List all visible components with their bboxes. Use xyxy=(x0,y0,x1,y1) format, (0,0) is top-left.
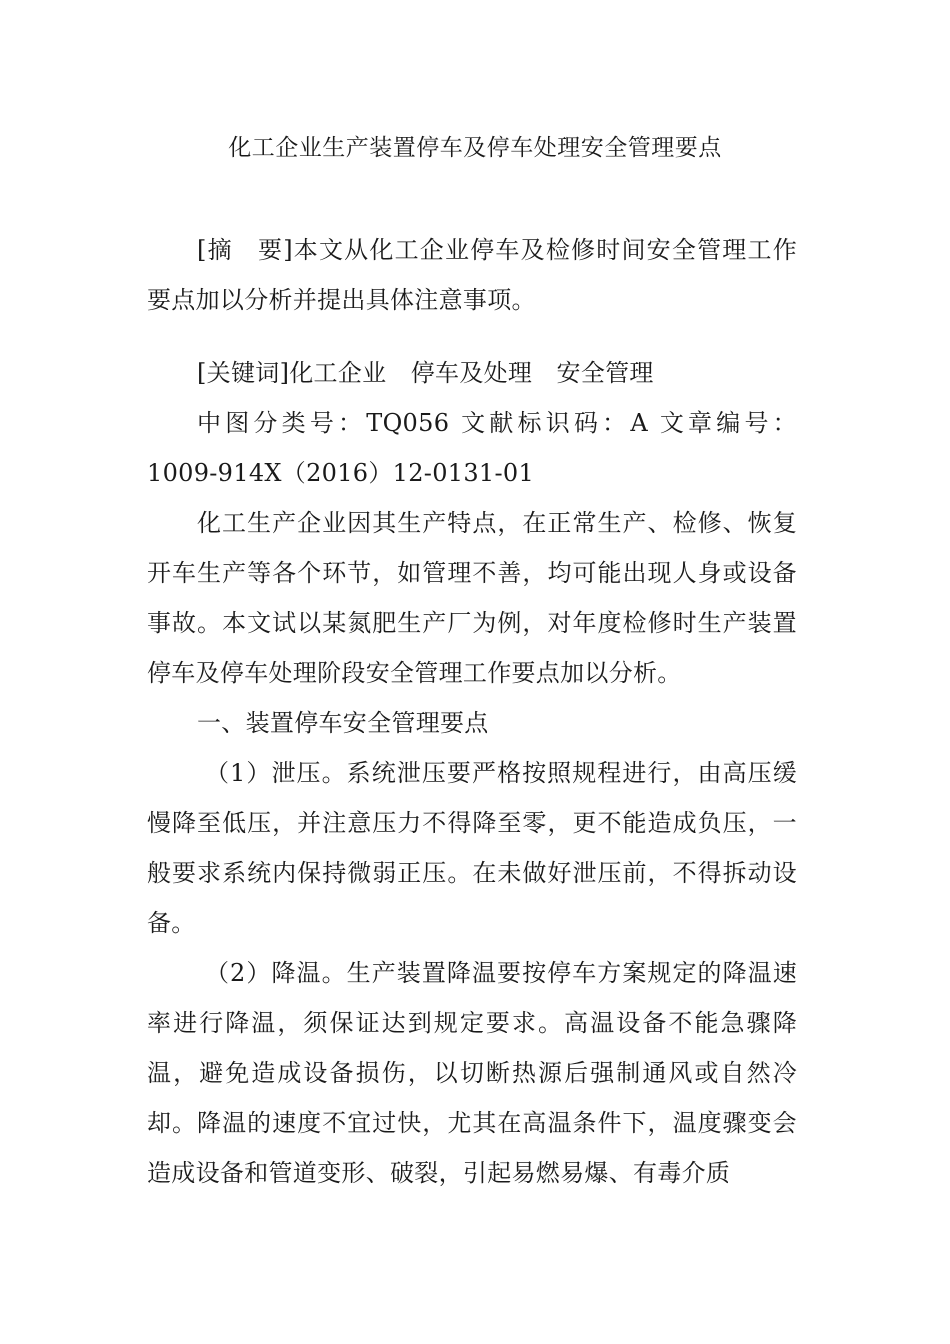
keywords-line: [关键词]化工企业 停车及处理 安全管理 xyxy=(197,359,654,387)
intro-paragraph: 化工生产企业因其生产特点，在正常生产、检修、恢复开车生产等各个环节，如管理不善，均可能出现人身或设备事故。本文试以某氮肥生产厂为例，对年度检修时生产装置停车及停车处理阶段安全管理工作要点加以分析。 xyxy=(147,509,797,687)
item-cooling: （2）降温。生产装置降温要按停车方案规定的降温速率进行降温，须保证达到规定要求。高温设备不能急骤降温，避免造成设备损伤，以切断热源后强制通风或自然冷却。降温的速度不宜过快，尤其在高温条件下，温度骤变会造成设备和管道变形、破裂，引起易燃易爆、有毒介质 xyxy=(147,959,797,1187)
document-title: 化工企业生产装置停车及停车处理安全管理要点 xyxy=(228,135,722,161)
abstract-paragraph xyxy=(147,225,797,325)
classification-line: 中图分类号：TQ056 文献标识码：A 文章编号：1009-914X（2016）12-0131-01 xyxy=(147,409,797,487)
main-body xyxy=(147,348,797,1198)
abstract-text: [摘 要]本文从化工企业停车及检修时间安全管理工作要点加以分析并提出具体注意事项。 xyxy=(147,236,797,314)
section-heading: 一、装置停车安全管理要点 xyxy=(197,709,489,737)
item-depressurize: （1）泄压。系统泄压要严格按照规程进行，由高压缓慢降至低压，并注意压力不得降至零，更不能造成负压，一般要求系统内保持微弱正压。在未做好泄压前，不得拆动设备。 xyxy=(147,759,797,937)
